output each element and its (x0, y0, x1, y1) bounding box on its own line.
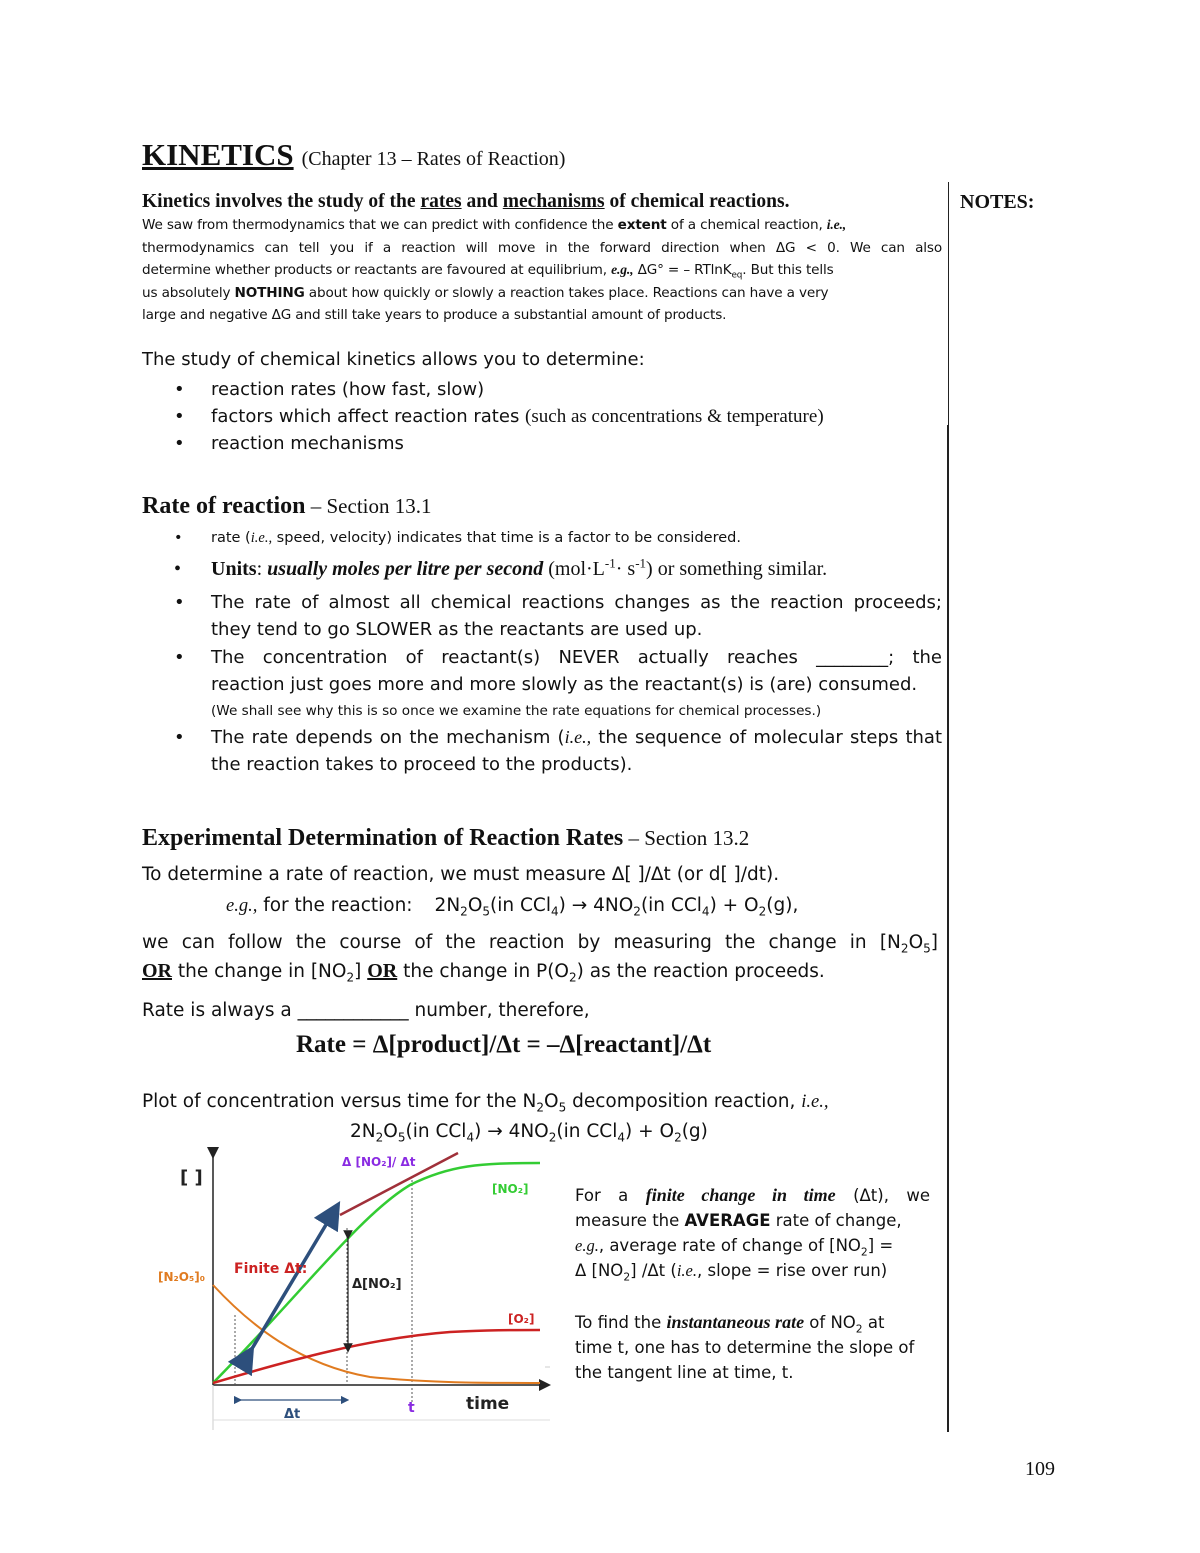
no2-label: [NO₂] (492, 1182, 529, 1196)
finite-dt-label: Finite Δt: (234, 1261, 308, 1277)
follow-paragraph: we can follow the course of the reaction by measuring the change in $[N_2O_5]$ OR the change in $[NO_2]$ OR the change in $P(O_2)$ as the reaction proceeds. (142, 932, 938, 985)
o2-curve (213, 1330, 540, 1383)
list-item: • factors which affect reaction rates (such as concentrations & temperature) (142, 403, 824, 430)
rate-list (142, 527, 942, 778)
experimental-heading: Experimental Determination of Reaction Rates – Section 13.2 (142, 825, 750, 851)
page-number: 109 (1025, 1458, 1055, 1480)
plot-intro: Plot of concentration versus time for the $N_2O_5$ decomposition reaction, i.e., (142, 1091, 829, 1115)
intro-block (142, 191, 942, 327)
list-item: • The rate of almost all chemical reactions changes as the reaction proceeds; they tend to go SLOWER as the reactants are used up. (142, 589, 942, 643)
rate-always: Rate is always a ____________ number, therefore, (142, 1000, 590, 1021)
intro-heading: Kinetics involves the study of the rates and mechanisms of chemical reactions. (142, 191, 790, 212)
list-item: • rate (i.e., speed, velocity) indicates that time is a factor to be considered. (142, 527, 942, 549)
list-item: • reaction rates (how fast, slow) (142, 376, 824, 403)
reaction-equation: e.g., for the reaction: $2N_2O_5(in$ $CCl_4) \to 4NO_2(in$ $CCl_4) + O_2(g)$, (226, 895, 799, 919)
list-item: • The concentration of reactant(s) NEVER actually reaches ________; the reaction just goes more and more slowly as the reactant(s) is (are) consumed. (We shall see why this is so once we examine the rate equations for chemical processes.) (142, 644, 942, 724)
rate-formula: Rate = Δ[product]/Δt = –Δ[reactant]/Δt (296, 1031, 712, 1058)
list-item: • Units: usually moles per litre per second $(mol\cdot L^{-1}\cdot s^{-1})$ or something similar. (142, 555, 942, 583)
notes-divider-thick (947, 425, 949, 1432)
o2-label: [O₂] (508, 1312, 535, 1326)
side-notes: For a finite change in time (Δt), we measure the AVERAGE rate of change, e.g., average rate of change of $[NO_2]$ = Δ $[NO_2]$ /Δt (i.e., slope = rise over run) To find the instantaneous rate of $NO_2$ at time t, one has to determine the slope of the tangent line at time, t. (575, 1185, 930, 1382)
notes-label: NOTES: (960, 191, 1035, 213)
n2o5-label: [N₂O₅]₀ (158, 1270, 205, 1284)
time-axis-label: time (466, 1394, 510, 1414)
study-lead: The study of chemical kinetics allows you to determine: (142, 349, 645, 370)
experimental-line1: To determine a rate of reaction, we must measure Δ[ ]/Δt (or d[ ]/dt). (142, 864, 780, 885)
tangent-label: Δ [NO₂]/ Δt (342, 1155, 416, 1169)
finite-dt-arrow (247, 1213, 333, 1357)
concentration-time-graph (150, 1145, 560, 1430)
title-main: KINETICS (142, 137, 294, 172)
rate-heading: Rate of reaction – Section 13.1 (142, 493, 432, 519)
delta-no2-label: Δ[NO₂] (352, 1277, 402, 1292)
list-item: • The rate depends on the mechanism (i.e., the sequence of molecular steps that the reaction takes to proceed to the products). (142, 724, 942, 778)
plot-equation: $2N_2O_5(in$ $CCl_4) \to 4NO_2(in$ $CCl_4) + O_2(g)$ (350, 1121, 708, 1145)
dt-label: Δt (284, 1407, 301, 1422)
y-axis-label: [ ] (180, 1167, 203, 1188)
t-label: t (408, 1400, 415, 1416)
intro-paragraph: We saw from thermodynamics that we can predict with confidence the extent of a chemical reaction, i.e., thermodynamics can tell you if a reaction will move in the forward direction when ΔG < 0. We can also determine whether products or reactants are favoured at equilibrium, e.g., ΔG° = – RTlnK$_{eq}$. But this tells us absolutely NOTHING about how quickly or slowly a reaction takes place. Reactions can have a very large and negative ΔG and still take years to produce a substantial amount of products. (142, 217, 942, 323)
page-title (142, 136, 565, 173)
list-item: • reaction mechanisms (142, 430, 824, 457)
study-list (142, 376, 824, 457)
title-chapter: (Chapter 13 – Rates of Reaction) (301, 148, 566, 170)
